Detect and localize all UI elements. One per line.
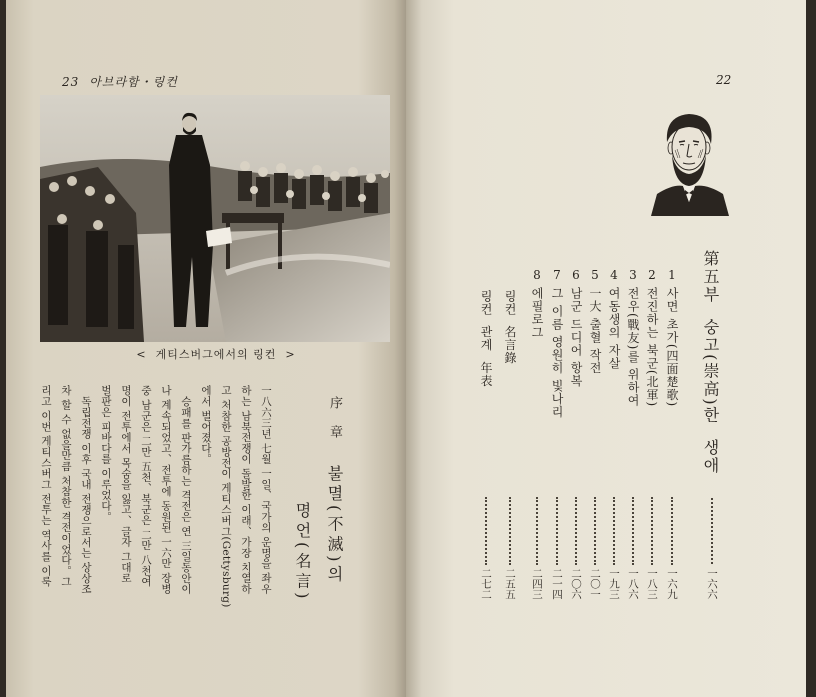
toc-item-number: 7: [550, 268, 564, 283]
toc-item-title: 링컨 名言錄: [503, 290, 517, 365]
toc-item-title: 전우(戰友)를 위하여: [626, 287, 640, 408]
toc-item-page: 一八三: [646, 568, 658, 600]
toc-item-5: [586, 268, 604, 600]
toc-item-title: 그 이름 영원히 빛나리: [550, 287, 564, 419]
running-head: [62, 73, 178, 90]
toc-leader: [556, 497, 558, 565]
toc-item-page: 二一四: [551, 568, 563, 600]
lincoln-portrait: [645, 100, 733, 216]
toc-item-title: 링컨 관계 年表: [479, 290, 493, 388]
toc-item-number: 8: [530, 268, 544, 283]
toc-item-8: [528, 268, 546, 600]
body-line: 一八六三년 七월 一일、국가의 운명을 좌우: [260, 385, 272, 594]
toc-item-7: [548, 268, 566, 600]
page-number-right: 22: [716, 73, 732, 87]
toc-item-page: 二五五: [504, 568, 516, 600]
body-line: 차 할 수 없을만큼 처참한 격전이었다。그: [60, 385, 72, 587]
toc-item-number: 4: [607, 268, 621, 283]
right-page: [406, 0, 806, 697]
toc-item-page: 二四三: [531, 568, 543, 600]
toc-leader: [632, 497, 634, 565]
toc-leader: [671, 497, 673, 565]
toc-item-number: 1: [665, 268, 679, 283]
toc-appendix-quotes: [501, 268, 519, 600]
toc-item-number: 3: [626, 268, 640, 283]
toc-leader: [613, 497, 615, 565]
gettysburg-photo: [40, 95, 390, 342]
body-line: 중 남군은 二만 五천、북군은 二만 八천여: [140, 385, 152, 587]
toc-item-title: 여동생의 자살: [607, 287, 621, 370]
body-line: 승패를 판가름하는 격전은 연 三일동안이: [180, 395, 192, 594]
toc-item-title: 전진하는 북군(北軍): [645, 287, 659, 408]
toc-item-page: 一六九: [666, 568, 678, 600]
body-line: 명이 전투에서 목숨을 잃고、글자 그대로: [120, 385, 132, 584]
left-page: [6, 0, 406, 697]
body-line: 고 처참한 공방전이 게티스버그(Gettysburg): [220, 385, 232, 608]
toc-leader: [594, 497, 596, 565]
toc-leader: [575, 497, 577, 565]
toc-leader: [509, 497, 511, 565]
chapter-title-line-1: 불멸(不滅)의: [325, 465, 344, 586]
part-title: 第五부 숭고(崇高)한 생애: [701, 250, 720, 475]
toc-item-number: 6: [569, 268, 583, 283]
body-line: 하는 남북전쟁이 돌발한 이래、가장 치열하: [240, 385, 252, 594]
body-line: 나 계속되었고、전투에 동원된 一六만 장병: [160, 385, 172, 594]
body-text: [36, 385, 276, 620]
photo-caption: < 게티스버그에서의 링컨 >: [136, 348, 296, 361]
body-line: 에서 벌어졌다。: [200, 385, 212, 465]
chapter-label: 序 章: [327, 396, 342, 445]
toc-item-4: [605, 268, 623, 600]
running-head-title: 아브라함・링컨: [89, 75, 178, 89]
toc-item-number: 5: [588, 268, 602, 283]
body-line: 벌판은 피바다를 이루었다。: [100, 385, 112, 522]
toc-item-page: 二〇六: [570, 568, 582, 600]
toc-item-page: 一八六: [627, 568, 639, 600]
toc-item-page: 一九三: [608, 568, 620, 600]
toc-item-3: [624, 268, 642, 600]
toc-item-number: 2: [645, 268, 659, 283]
toc-leader: [536, 497, 538, 565]
toc-item-6: [567, 268, 585, 600]
toc-appendix-chronology: [477, 268, 495, 600]
toc-leader: [485, 497, 487, 565]
body-line: 리고 이번 게티스버그 전투는 역사를 이룩: [40, 385, 52, 587]
toc-part-heading: [702, 250, 722, 600]
toc-item-page: 二〇一: [589, 568, 601, 600]
toc-item-title: 남군 드디어 항복: [569, 287, 583, 388]
chapter-title-line-2: 명언(名言): [293, 502, 312, 603]
part-page: 一六六: [706, 568, 718, 600]
toc-item-title: 一大 출혈 작전: [588, 287, 602, 375]
toc-item-1: [663, 268, 681, 600]
body-line: 독립전쟁 이후 국내 전쟁으로서는 상상조: [80, 395, 92, 594]
page-number-left: 23: [62, 75, 80, 89]
toc-item-2: [643, 268, 661, 600]
toc-leader: [711, 498, 713, 564]
toc-item-title: 사면 초가(四面楚歌): [665, 287, 679, 408]
toc-item-page: 二七二: [480, 568, 492, 600]
toc-leader: [651, 497, 653, 565]
toc-item-title: 에필로그: [530, 287, 544, 339]
